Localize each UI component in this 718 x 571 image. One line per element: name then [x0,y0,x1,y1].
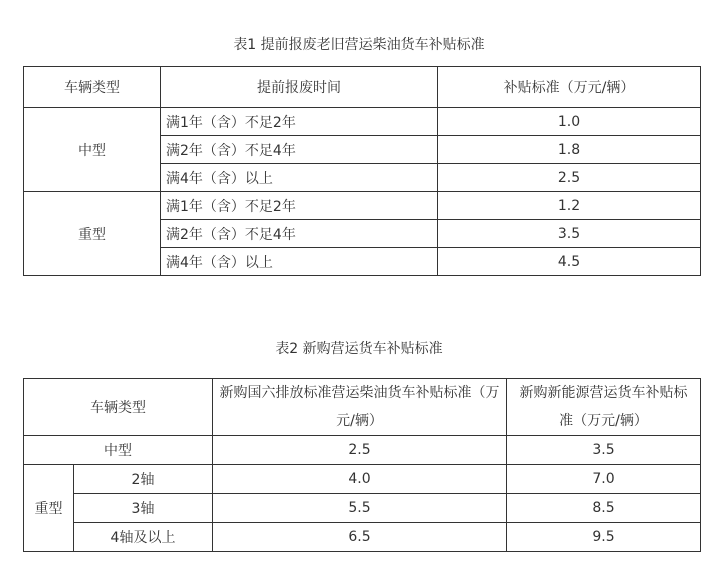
ev-subsidy-cell: 8.5 [507,494,701,523]
table-header-row [24,67,701,108]
vehicle-type-cell: 重型 [24,465,74,552]
table2-caption: 表2 新购营运货车补贴标准 [275,341,443,357]
header-ev-subsidy: 新购新能源营运货车补贴标准（万元/辆） [507,379,701,436]
table-row [24,192,701,220]
header-vehicle-type: 车辆类型 [24,379,213,436]
subsidy-value-cell: 1.2 [438,192,701,220]
diesel-subsidy-cell: 4.0 [213,465,507,494]
vehicle-type-cell: 中型 [24,108,161,192]
scrap-time-cell: 满1年（含）不足2年 [161,192,438,220]
table-row [24,465,701,494]
header-diesel-subsidy: 新购国六排放标准营运柴油货车补贴标准（万元/辆） [213,379,507,436]
diesel-subsidy-cell: 2.5 [213,436,507,465]
axle-count-cell: 3轴 [74,494,213,523]
table-header-row [24,379,701,436]
table-row [24,523,701,552]
subsidy-value-cell: 3.5 [438,220,701,248]
header-scrap-time: 提前报废时间 [161,67,438,108]
axle-count-cell: 2轴 [74,465,213,494]
table-row [24,436,701,465]
table-row [24,108,701,136]
table1-caption: 表1 提前报废老旧营运柴油货车补贴标准 [233,37,485,53]
ev-subsidy-cell: 3.5 [507,436,701,465]
table-row [24,494,701,523]
scrap-time-cell: 满4年（含）以上 [161,248,438,276]
axle-count-cell: 4轴及以上 [74,523,213,552]
ev-subsidy-cell: 7.0 [507,465,701,494]
subsidy-value-cell: 1.0 [438,108,701,136]
subsidy-value-cell: 4.5 [438,248,701,276]
vehicle-type-cell: 重型 [24,192,161,276]
header-subsidy-standard: 补贴标准（万元/辆） [438,67,701,108]
header-vehicle-type: 车辆类型 [24,67,161,108]
diesel-subsidy-cell: 5.5 [213,494,507,523]
diesel-subsidy-cell: 6.5 [213,523,507,552]
scrap-time-cell: 满2年（含）不足4年 [161,220,438,248]
subsidy-value-cell: 2.5 [438,164,701,192]
ev-subsidy-cell: 9.5 [507,523,701,552]
scrap-time-cell: 满2年（含）不足4年 [161,136,438,164]
scrap-time-cell: 满1年（含）不足2年 [161,108,438,136]
subsidy-value-cell: 1.8 [438,136,701,164]
scrap-time-cell: 满4年（含）以上 [161,164,438,192]
purchase-subsidy-table [23,378,701,552]
vehicle-type-cell: 中型 [24,436,213,465]
scrap-subsidy-table [23,66,701,276]
